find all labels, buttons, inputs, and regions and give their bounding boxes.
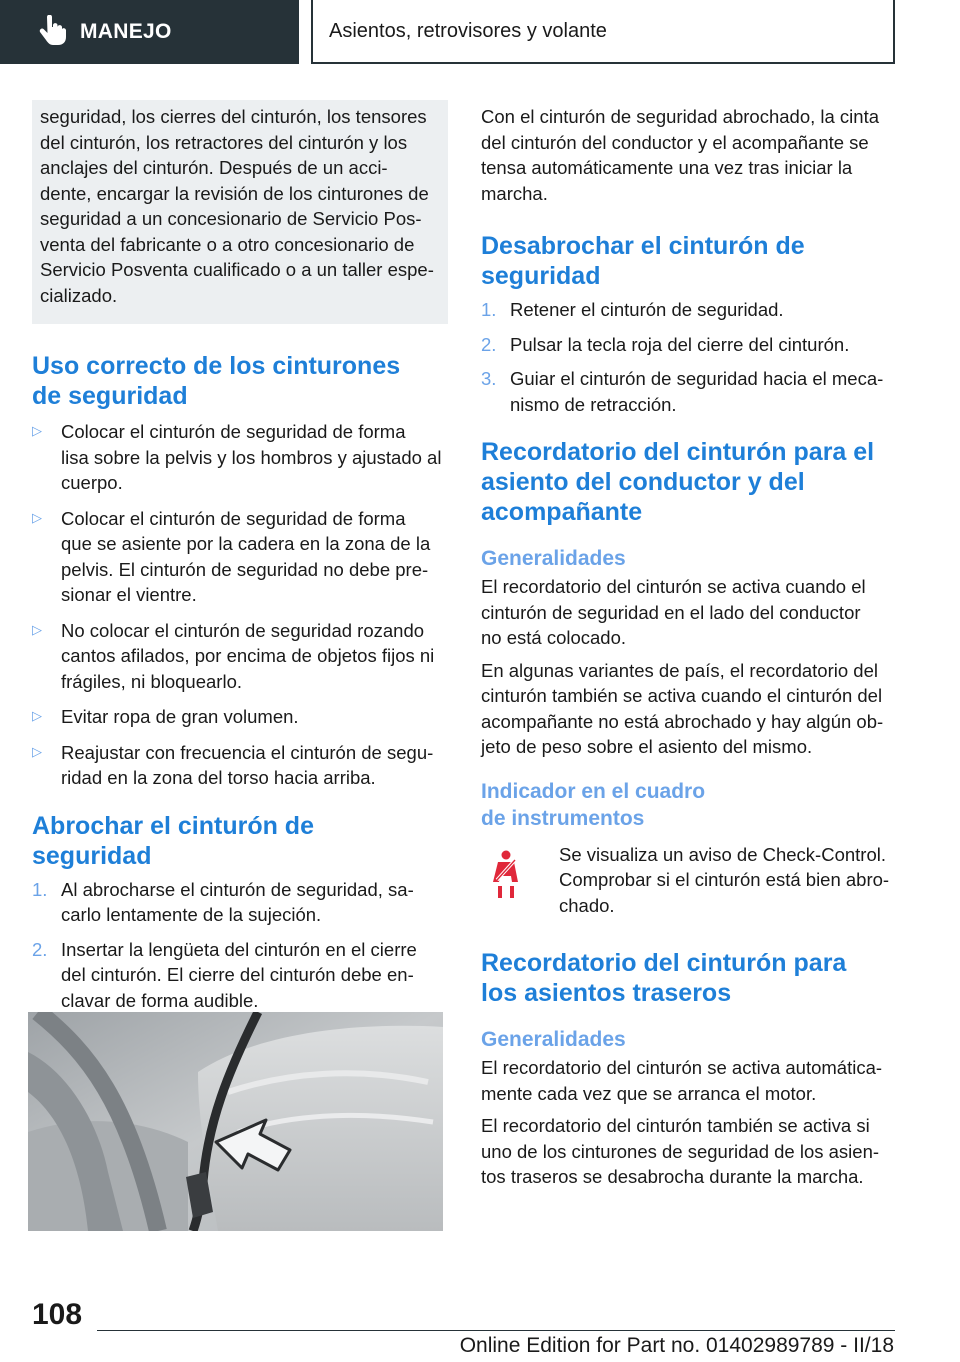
item-line: clavar de forma audible. bbox=[61, 989, 259, 1011]
step-number: 2. bbox=[481, 333, 497, 355]
section-title: MANEJO bbox=[80, 20, 172, 43]
item-line: nismo de retracción. bbox=[510, 393, 677, 415]
triangle-bullet-icon: ▷ bbox=[32, 743, 42, 759]
chapter-title: Asientos, retrovisores y volante bbox=[329, 19, 607, 42]
seatbelt-buckle-photo bbox=[28, 1012, 443, 1231]
heading-line: Recordatorio del cinturón para el bbox=[481, 438, 875, 466]
paragraph-line: En algunas variantes de país, el recordatorio del bbox=[481, 659, 878, 681]
hand-pointer-icon bbox=[38, 15, 66, 50]
triangle-bullet-icon: ▷ bbox=[32, 509, 42, 525]
note-line: seguridad, los cierres del cinturón, los tensores bbox=[40, 106, 427, 127]
item-line: carlo lentamente de la sujeción. bbox=[61, 904, 322, 925]
footer-divider bbox=[97, 1330, 895, 1331]
seatbelt-warning-icon bbox=[481, 842, 559, 919]
item-line: Reajustar con frecuencia el cinturón de segu- bbox=[61, 741, 434, 763]
step-number: 2. bbox=[32, 938, 48, 960]
heading-line: Desabrochar el cinturón de bbox=[481, 232, 805, 260]
heading-line: los asientos traseros bbox=[481, 979, 732, 1007]
triangle-bullet-icon: ▷ bbox=[32, 708, 42, 723]
section-heading bbox=[481, 231, 897, 291]
item-line: Al abrocharse el cinturón de seguridad, sa- bbox=[61, 878, 414, 900]
paragraph-line: Con el cinturón de seguridad abrochado, la cinta bbox=[481, 106, 880, 127]
recordatorio-trasero-section bbox=[481, 948, 897, 1190]
paragraph-line: acompañante no está abrochado y hay algún ob- bbox=[481, 710, 884, 732]
heading-line: de instrumentos bbox=[481, 806, 645, 830]
indicator-line: Se visualiza un aviso de Check-Control. bbox=[559, 843, 886, 865]
right-column bbox=[481, 100, 897, 1190]
paragraph bbox=[481, 658, 897, 760]
paragraph bbox=[481, 1055, 897, 1106]
intro-paragraph bbox=[481, 100, 897, 206]
paragraph-line: uno de los cinturones de seguridad de los asien- bbox=[481, 1140, 880, 1162]
bullet-list bbox=[32, 419, 448, 791]
list-item bbox=[481, 297, 897, 323]
numbered-list bbox=[481, 297, 897, 417]
item-line: frágiles, ni bloquearlo. bbox=[61, 670, 242, 692]
item-line: Pulsar la tecla roja del cierre del cinturón. bbox=[510, 333, 850, 355]
uso-section bbox=[32, 351, 448, 791]
abrochar-section bbox=[32, 811, 448, 1014]
item-line: lisa sobre la pelvis y los hombros y ajustado al bbox=[61, 446, 442, 468]
heading-line: seguridad bbox=[481, 262, 601, 290]
item-line: Guiar el cinturón de seguridad hacia el meca- bbox=[510, 368, 884, 389]
section-heading bbox=[32, 351, 448, 411]
item-line: Retener el cinturón de seguridad. bbox=[510, 299, 784, 320]
section-tab bbox=[0, 0, 299, 64]
paragraph-line: El recordatorio del cinturón se activa automática- bbox=[481, 1057, 883, 1078]
section-heading bbox=[481, 437, 897, 527]
paragraph-line: del cinturón del conductor y el acompañante se bbox=[481, 131, 869, 153]
list-item bbox=[32, 618, 448, 695]
item-line: Colocar el cinturón de seguridad de forma bbox=[61, 421, 406, 442]
item-line: Evitar ropa de gran volumen. bbox=[61, 706, 299, 727]
section-heading bbox=[32, 811, 448, 871]
desabrochar-section bbox=[481, 231, 897, 417]
heading-line: de seguridad bbox=[32, 382, 188, 410]
heading-line: Indicador en el cuadro bbox=[481, 779, 706, 803]
paragraph bbox=[481, 1113, 897, 1190]
paragraph-line: tos traseros se desabrocha durante la marcha. bbox=[481, 1166, 864, 1187]
page-number: 108 bbox=[32, 1298, 83, 1331]
item-line: Insertar la lengüeta del cinturón en el cierre bbox=[61, 938, 417, 960]
paragraph-line: El recordatorio del cinturón también se activa si bbox=[481, 1115, 870, 1136]
list-item bbox=[32, 937, 448, 1014]
list-item bbox=[32, 740, 448, 791]
paragraph-line: jeto de peso sobre el asiento del mismo. bbox=[481, 736, 813, 757]
note-line: cializado. bbox=[40, 284, 118, 306]
item-line: ridad en la zona del torso hacia arriba. bbox=[61, 767, 376, 788]
subsection-heading: Generalidades bbox=[481, 1028, 626, 1051]
subsection-heading bbox=[481, 778, 897, 832]
numbered-list bbox=[32, 877, 448, 1014]
left-column bbox=[32, 100, 448, 1022]
subsection-heading: Generalidades bbox=[481, 547, 626, 570]
note-line: dente, encargar la revisión de los cinturones de bbox=[40, 182, 429, 204]
indicator-line: chado. bbox=[559, 894, 615, 916]
paragraph bbox=[481, 574, 897, 651]
item-line: No colocar el cinturón de seguridad rozando bbox=[61, 619, 425, 641]
heading-line: Abrochar el cinturón de bbox=[32, 811, 314, 840]
item-line: del cinturón. El cierre del cinturón debe en- bbox=[61, 964, 414, 985]
recordatorio-delantero-section bbox=[481, 437, 897, 918]
item-line: Colocar el cinturón de seguridad de forma bbox=[61, 507, 406, 529]
note-line: venta del fabricante o a otro concesionario de bbox=[40, 233, 415, 255]
note-line: anclajes del cinturón. Después de un acci- bbox=[40, 157, 388, 178]
item-line: pelvis. El cinturón de seguridad no debe pre- bbox=[61, 558, 429, 580]
list-item bbox=[481, 332, 897, 358]
paragraph-line: marcha. bbox=[481, 182, 548, 204]
heading-line: acompañante bbox=[481, 498, 643, 526]
note-line: Servicio Posventa cualificado o a un taller espe- bbox=[40, 259, 434, 280]
triangle-bullet-icon: ▷ bbox=[32, 423, 42, 438]
list-item bbox=[32, 877, 448, 928]
item-line: sionar el vientre. bbox=[61, 584, 197, 605]
indicator-line: Comprobar si el cinturón está bien abro- bbox=[559, 869, 890, 890]
heading-line: seguridad bbox=[32, 841, 152, 870]
paragraph-line: no está colocado. bbox=[481, 627, 627, 648]
indicator-row bbox=[481, 842, 897, 919]
step-number: 1. bbox=[481, 299, 497, 320]
item-line: que se asiente por la cadera en la zona de la bbox=[61, 533, 431, 554]
paragraph-line: cinturón también se activa cuando el cinturón del bbox=[481, 685, 883, 706]
paragraph-line: mente cada vez que se arranca el motor. bbox=[481, 1082, 817, 1104]
item-line: cuerpo. bbox=[61, 472, 123, 493]
triangle-bullet-icon: ▷ bbox=[32, 621, 42, 637]
edition-text: Online Edition for Part no. 01402989789 - II/18 bbox=[459, 1334, 894, 1357]
note-line: del cinturón, los retractores del cinturón y los bbox=[40, 131, 408, 153]
note-line: seguridad a un concesionario de Servicio Pos- bbox=[40, 208, 422, 229]
heading-line: asiento del conductor y del bbox=[481, 468, 805, 496]
chapter-header bbox=[311, 0, 895, 64]
step-number: 3. bbox=[481, 368, 497, 389]
list-item bbox=[32, 506, 448, 608]
list-item bbox=[481, 366, 897, 417]
safety-note bbox=[32, 100, 448, 324]
item-line: cantos afilados, por encima de objetos fijos ni bbox=[61, 645, 435, 666]
section-heading bbox=[481, 948, 897, 1008]
step-number: 1. bbox=[32, 878, 48, 900]
list-item bbox=[32, 704, 448, 730]
list-item bbox=[32, 419, 448, 496]
paragraph-line: El recordatorio del cinturón se activa cuando el bbox=[481, 576, 866, 597]
paragraph-line: cinturón de seguridad en el lado del conductor bbox=[481, 601, 861, 623]
paragraph-line: tensa automáticamente una vez tras iniciar la bbox=[481, 157, 853, 178]
heading-line: Uso correcto de los cinturones bbox=[32, 352, 401, 380]
heading-line: Recordatorio del cinturón para bbox=[481, 949, 847, 977]
